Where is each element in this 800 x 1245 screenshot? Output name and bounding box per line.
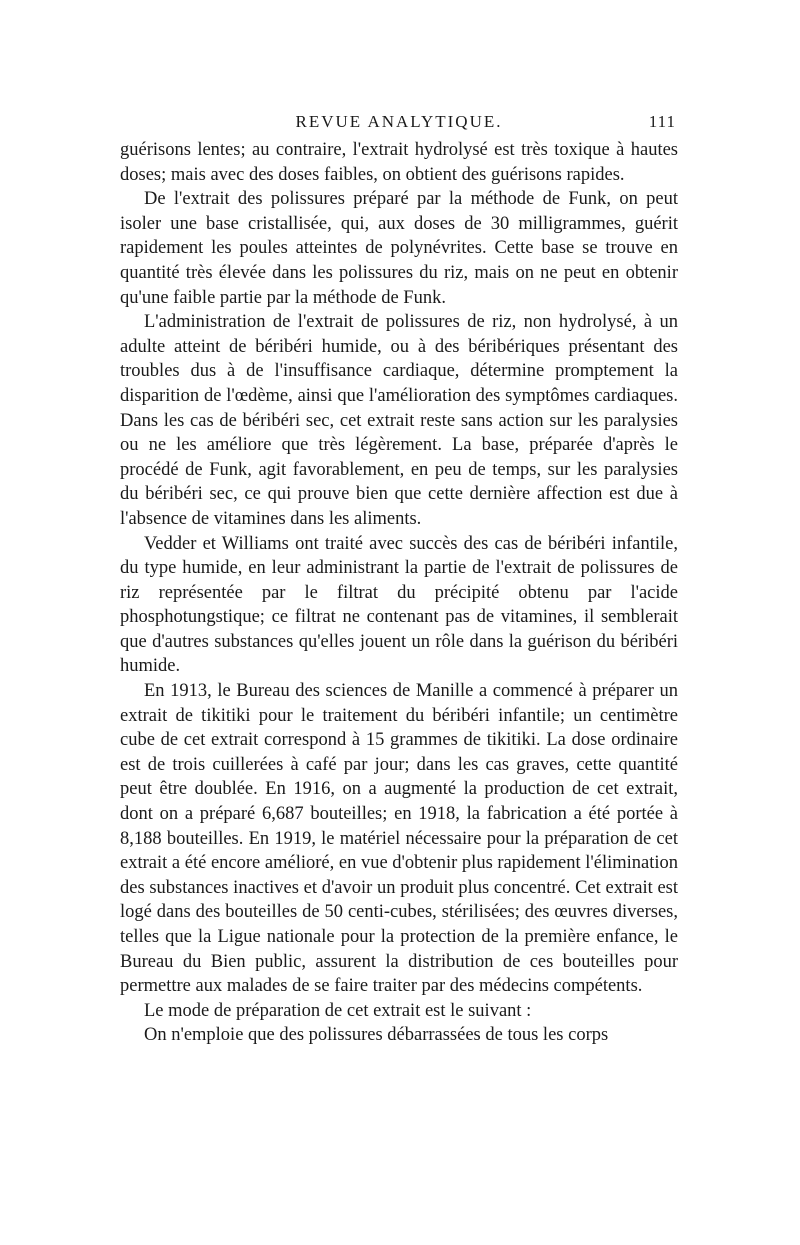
page xyxy=(120,112,678,1048)
body-text xyxy=(120,138,678,1048)
running-title: REVUE ANALYTIQUE. xyxy=(295,112,503,131)
running-header xyxy=(120,112,678,138)
page-number: 111 xyxy=(648,112,676,131)
paragraph: De l'extrait des polissures préparé par la méthode de Funk, on peut isoler une base cristallisée, qui, aux doses de 30 milligrammes, guérit rapidement les poules atteintes de polynévrites. Cette base se trouve en quantité très élevée dans les polissures du riz, mais on ne peut en obtenir qu'une faible partie par la méthode de Funk. xyxy=(120,189,678,308)
paragraph: guérisons lentes; au contraire, l'extrait hydrolysé est très toxique à hautes doses; mais avec des doses faibles, on obtient des guérisons rapides. xyxy=(120,140,678,185)
paragraph: Le mode de préparation de cet extrait est le suivant : xyxy=(144,1000,532,1021)
paragraph: On n'emploie que des polissures débarrassées de tous les corps xyxy=(144,1025,609,1046)
paragraph: Vedder et Williams ont traité avec succès des cas de béribéri infantile, du type humide, en leur administrant la partie de l'extrait de polissures de riz représentée par le filtrat du précipité obtenu par l'acide phosphotungstique; ce filtrat ne contenant pas de vitamines, il semblerait que d'autres substances qu'elles jouent un rôle dans la guérison du béribéri humide. xyxy=(120,533,678,677)
paragraph: L'administration de l'extrait de polissures de riz, non hydrolysé, à un adulte atteint de béribéri humide, ou à des béribériques présentant des troubles dus à de l'insuffisance cardiaque, détermine promptement la disparition de l'œdème, ainsi que l'amélioration des symptômes cardiaques. Dans les cas de béribéri sec, cet extrait reste sans action sur les paralysies ou ne les améliore que très légèrement. La base, préparée d'après le procédé de Funk, agit favorablement, en peu de temps, sur les paralysies du béribéri sec, ce qui prouve bien que cette dernière affection est due à l'absence de vitamines dans les aliments. xyxy=(120,312,678,529)
paragraph: En 1913, le Bureau des sciences de Manille a commencé à préparer un extrait de tikitiki pour le traitement du béribéri infantile; un centimètre cube de cet extrait correspond à 15 grammes de tikitiki. La dose ordinaire est de trois cuillerées à café par jour; dans les cas graves, cette quantité peut être doublée. En 1916, on a augmenté la production de cet extrait, dont on a préparé 6,687 bouteilles; en 1918, la fabrication a été portée à 8,188 bouteilles. En 1919, le matériel nécessaire pour la préparation de cet extrait a été encore amélioré, en vue d'obtenir plus rapidement l'élimination des substances inactives et d'avoir un produit plus concentré. Cet extrait est logé dans des bouteilles de 50 centi-cubes, stérilisées; des œuvres diverses, telles que la Ligue nationale pour la protection de la première enfance, le Bureau du Bien public, assurent la distribution de ces bouteilles pour permettre aux malades de se faire traiter par des médecins compétents. xyxy=(120,681,678,997)
